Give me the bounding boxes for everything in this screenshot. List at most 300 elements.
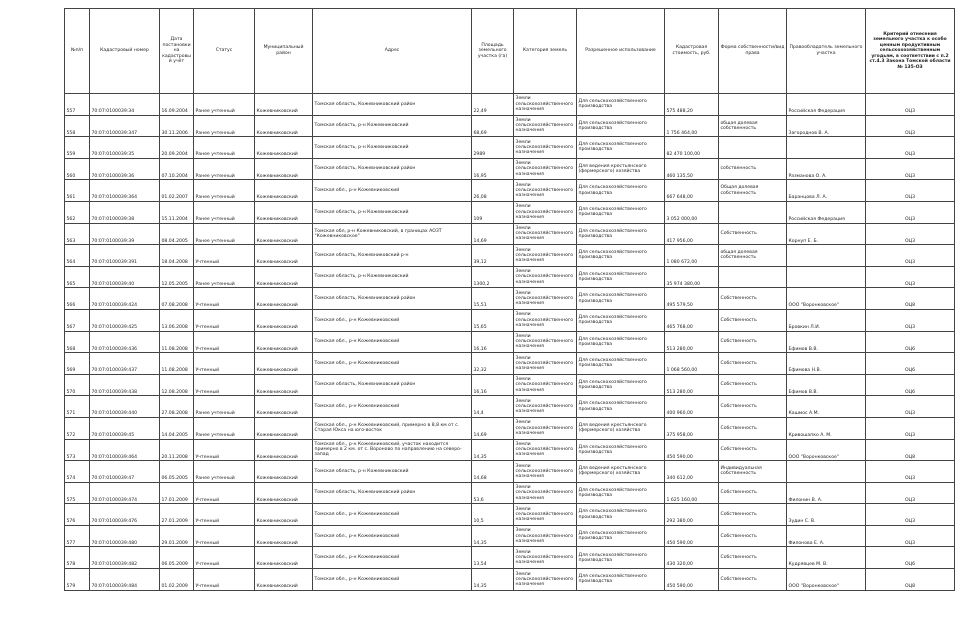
document-page <box>64 8 951 591</box>
cell-area: 14,35 <box>472 569 514 591</box>
cell-district: Кожевниковский <box>255 482 313 504</box>
cell-area: 15,65 <box>472 309 514 331</box>
cell-owner: Ефимов В.В. <box>787 374 866 396</box>
table-row <box>65 482 955 504</box>
cell-ownership-form <box>719 94 787 116</box>
col-header-status: Статус <box>194 9 255 94</box>
cell-permitted-use: Для сельскохозяйственного производства <box>577 525 665 547</box>
cell-cadastral-cost: 450 590,00 <box>665 525 719 547</box>
cell-owner: Ефимова Н.В. <box>787 353 866 375</box>
cell-land-category: Земли сельскохозяйственного назначения <box>514 417 577 439</box>
cell-land-category: Земли сельскохозяйственного назначения <box>514 525 577 547</box>
cell-status: Учтенный <box>194 245 255 267</box>
cell-status: Ранее учтенный <box>194 396 255 418</box>
cell-land-category: Земли сельскохозяйственного назначения <box>514 547 577 569</box>
cell-address: Томская область, Кожевниковский район <box>313 158 472 180</box>
cell-registration-date: 01.02.2007 <box>160 180 194 202</box>
cell-registration-date: 01.02.2009 <box>160 569 194 591</box>
col-header-address: Адрес <box>313 9 472 94</box>
cell-cadastral-number: 70:07:0100039:436 <box>90 331 160 353</box>
cell-cadastral-number: 70:07:0100039:35 <box>90 137 160 159</box>
col-header-value-criterion: Критерий отнесения земельного участка к особо ценным продуктивным сельскохозяйственным угодьям, в соответствии с п.2 ст.4.3 Закона Томской области № 135-ОЗ <box>866 9 955 94</box>
cell-ownership-form: общая долевая собственность <box>719 115 787 137</box>
cell-status: Ранее учтенный <box>194 94 255 116</box>
cell-owner: Разманова О. А. <box>787 158 866 180</box>
cell-area: 16,16 <box>472 374 514 396</box>
cell-cadastral-cost: 460 135,50 <box>665 158 719 180</box>
cell-owner: Филонин В. А. <box>787 482 866 504</box>
cell-cadastral-cost: 400 960,00 <box>665 396 719 418</box>
table-row <box>65 245 955 267</box>
cell-cadastral-number: 70:07:0100039:437 <box>90 353 160 375</box>
cell-address: Томская обл., р-н Кожевниковский <box>313 331 472 353</box>
cell-cadastral-number: 70:07:0100039:45 <box>90 417 160 439</box>
cell-area: 14,69 <box>472 417 514 439</box>
cell-status: Учтенный <box>194 374 255 396</box>
cell-permitted-use: Для сельскохозяйственного производства <box>577 482 665 504</box>
cell-value-criterion: ОЦ6 <box>866 331 955 353</box>
cell-district: Кожевниковский <box>255 439 313 461</box>
table-row <box>65 180 955 202</box>
cell-cadastral-number: 70:07:0100039:39 <box>90 223 160 245</box>
cell-ownership-form: Собственность <box>719 547 787 569</box>
cell-area: 22,49 <box>472 94 514 116</box>
cell-area: 109 <box>472 201 514 223</box>
col-header-cadastral-number: Кадастровый номер <box>90 9 160 94</box>
cell-ownership-form: Собственность <box>719 569 787 591</box>
cell-district: Кожевниковский <box>255 158 313 180</box>
cell-status: Учтенный <box>194 482 255 504</box>
cell-cadastral-cost: 82 470 100,00 <box>665 137 719 159</box>
cell-area: 15,51 <box>472 288 514 310</box>
cell-cadastral-number: 70:07:0100039:484 <box>90 569 160 591</box>
cell-registration-date: 12.05.2005 <box>160 266 194 288</box>
cell-number: 570 <box>65 374 90 396</box>
cell-area: 16,16 <box>472 331 514 353</box>
cell-value-criterion: ОЦ3 <box>866 525 955 547</box>
cell-cadastral-number: 70:07:0100039:391 <box>90 245 160 267</box>
cell-district: Кожевниковский <box>255 504 313 526</box>
cell-registration-date: 20.09.2004 <box>160 137 194 159</box>
cell-land-category: Земли сельскохозяйственного назначения <box>514 482 577 504</box>
cell-registration-date: 15.11.2004 <box>160 201 194 223</box>
cell-ownership-form: Собственность <box>719 331 787 353</box>
cell-value-criterion: ОЦ3 <box>866 223 955 245</box>
cell-ownership-form: общая долевая собственность <box>719 245 787 267</box>
table-row <box>65 309 955 331</box>
cell-cadastral-number: 70:07:0100039:424 <box>90 288 160 310</box>
col-header-owner: Правообладатель земельного участка <box>787 9 866 94</box>
cell-owner: Ефимов В.В. <box>787 331 866 353</box>
cell-cadastral-number: 70:07:0100039:40 <box>90 266 160 288</box>
cell-district: Кожевниковский <box>255 94 313 116</box>
cell-address: Томская обл., р-н Кожевниковский <box>313 547 472 569</box>
cell-status: Учтенный <box>194 331 255 353</box>
cell-cadastral-number: 70:07:0100039:480 <box>90 525 160 547</box>
cell-cadastral-cost: 450 590,00 <box>665 439 719 461</box>
cell-district: Кожевниковский <box>255 137 313 159</box>
cell-cadastral-cost: 35 974 380,00 <box>665 266 719 288</box>
cell-area: 14,35 <box>472 439 514 461</box>
cell-cadastral-number: 70:07:0100039:474 <box>90 482 160 504</box>
cell-owner: Российская Федерация <box>787 94 866 116</box>
cell-ownership-form: Собственность <box>719 288 787 310</box>
cell-address: Томская область, Кожевниковский район <box>313 94 472 116</box>
cell-cadastral-number: 70:07:0100039:482 <box>90 547 160 569</box>
cell-owner: Российская Федерация <box>787 201 866 223</box>
cell-value-criterion: ОЦ3 <box>866 266 955 288</box>
cell-address: Томская область, р-н Кожевниковский <box>313 266 472 288</box>
col-header-ownership-form: Форма собственности/вид права <box>719 9 787 94</box>
cell-value-criterion: ОЦ8 <box>866 569 955 591</box>
cell-number: 566 <box>65 288 90 310</box>
cell-permitted-use: Для сельскохозяйственного производства <box>577 353 665 375</box>
cell-cadastral-cost: 667 648,00 <box>665 180 719 202</box>
cell-cadastral-cost: 513 280,00 <box>665 374 719 396</box>
table-row <box>65 396 955 418</box>
cell-value-criterion: ОЦ3 <box>866 245 955 267</box>
cell-owner <box>787 245 866 267</box>
cell-status: Ранее учтенный <box>194 115 255 137</box>
cell-district: Кожевниковский <box>255 547 313 569</box>
cell-number: 564 <box>65 245 90 267</box>
cell-address: Томская область, Кожевниковский р-н <box>313 245 472 267</box>
cell-area: 14,68 <box>472 461 514 483</box>
cell-owner: ООО "Воронковское" <box>787 288 866 310</box>
cell-number: 557 <box>65 94 90 116</box>
cell-owner: ООО "Воронковское" <box>787 439 866 461</box>
cell-district: Кожевниковский <box>255 115 313 137</box>
cell-area: 39,12 <box>472 245 514 267</box>
cell-registration-date: 06.05.2005 <box>160 461 194 483</box>
cell-number: 558 <box>65 115 90 137</box>
table-row <box>65 353 955 375</box>
cell-registration-date: 06.05.2009 <box>160 547 194 569</box>
cell-status: Учтенный <box>194 525 255 547</box>
table-body <box>65 94 955 591</box>
cell-value-criterion: ОЦ3 <box>866 201 955 223</box>
col-header-permitted-use: Разрешенное использование <box>577 9 665 94</box>
cell-permitted-use: Для сельскохозяйственного производства <box>577 94 665 116</box>
cell-status: Ранее учтенный <box>194 417 255 439</box>
cell-registration-date: 13.06.2008 <box>160 309 194 331</box>
cell-cadastral-cost: 575 488,20 <box>665 94 719 116</box>
cell-number: 569 <box>65 353 90 375</box>
cell-registration-date: 08.04.2005 <box>160 223 194 245</box>
cell-registration-date: 12.08.2008 <box>160 374 194 396</box>
cell-address: Томская обл, р-н Кожевниковский, в границах АОЗТ "Кожевниковское" <box>313 223 472 245</box>
cell-cadastral-cost: 1 068 560,00 <box>665 353 719 375</box>
cell-permitted-use: Для сельскохозяйственного производства <box>577 569 665 591</box>
table-row <box>65 374 955 396</box>
table-row <box>65 417 955 439</box>
col-header-registration-date: Дата постановки на кадастровый учёт <box>160 9 194 94</box>
cell-area: 2989 <box>472 137 514 159</box>
table-row <box>65 223 955 245</box>
cell-address: Томская обл., р-н Кожевниковский <box>313 309 472 331</box>
cell-value-criterion: ОЦ8 <box>866 439 955 461</box>
cell-cadastral-cost: 495 579,50 <box>665 288 719 310</box>
cell-permitted-use: Для сельскохозяйственного производства <box>577 331 665 353</box>
table-row <box>65 266 955 288</box>
cell-owner: Кудрявцев М. В. <box>787 547 866 569</box>
cell-land-category: Земли сельскохозяйственного назначения <box>514 201 577 223</box>
cell-area: 13,54 <box>472 547 514 569</box>
cell-land-category: Земли сельскохозяйственного назначения <box>514 158 577 180</box>
cell-area: 14,35 <box>472 525 514 547</box>
cell-status: Учтенный <box>194 353 255 375</box>
cell-district: Кожевниковский <box>255 569 313 591</box>
cell-ownership-form: Собственность <box>719 223 787 245</box>
cell-permitted-use: Для сельскохозяйственного производства <box>577 223 665 245</box>
col-header-land-category: Категория земель <box>514 9 577 94</box>
cell-ownership-form <box>719 201 787 223</box>
cell-cadastral-cost: 292 380,00 <box>665 504 719 526</box>
cell-cadastral-cost: 340 612,00 <box>665 461 719 483</box>
cell-address: Томская область, р-н Кожевниковский <box>313 461 472 483</box>
cell-address: Томская область, р-н Кожевниковский <box>313 137 472 159</box>
cell-district: Кожевниковский <box>255 417 313 439</box>
cell-cadastral-cost: 430 320,00 <box>665 547 719 569</box>
table-row <box>65 331 955 353</box>
cell-land-category: Земли сельскохозяйственного назначения <box>514 94 577 116</box>
cell-permitted-use: Для сельскохозяйственного производства <box>577 547 665 569</box>
cell-permitted-use: Для сельскохозяйственного производства <box>577 396 665 418</box>
cell-address: Томская обл., р-н Кожевниковский <box>313 180 472 202</box>
cell-value-criterion: ОЦ6 <box>866 374 955 396</box>
cell-status: Учтенный <box>194 504 255 526</box>
cell-registration-date: 17.01.2009 <box>160 482 194 504</box>
table-row <box>65 201 955 223</box>
cell-owner: Филонова Е. А. <box>787 525 866 547</box>
cell-address: Томская обл., р-н Кожевниковский <box>313 569 472 591</box>
cell-address: Томская обл., р-н Кожевниковский <box>313 504 472 526</box>
cell-area: 10,5 <box>472 504 514 526</box>
cell-ownership-form: Собственность <box>719 504 787 526</box>
cell-owner: Бровкин Л.И. <box>787 309 866 331</box>
cell-number: 559 <box>65 137 90 159</box>
cell-status: Ранее учтенный <box>194 201 255 223</box>
cell-district: Кожевниковский <box>255 461 313 483</box>
cell-value-criterion: ОЦ6 <box>866 353 955 375</box>
cell-ownership-form: Собственность <box>719 417 787 439</box>
cell-cadastral-cost: 465 768,00 <box>665 309 719 331</box>
cell-number: 567 <box>65 309 90 331</box>
cell-status: Учтенный <box>194 309 255 331</box>
cell-owner: Кашмос А.М. <box>787 396 866 418</box>
cell-land-category: Земли сельскохозяйственного назначения <box>514 137 577 159</box>
cell-number: 568 <box>65 331 90 353</box>
col-header-cadastral-cost: Кадастровая стоимость, руб. <box>665 9 719 94</box>
cell-land-category: Земли сельскохозяйственного назначения <box>514 115 577 137</box>
cell-permitted-use: Для сельскохозяйственного производства <box>577 201 665 223</box>
cell-cadastral-cost: 513 280,00 <box>665 331 719 353</box>
cell-registration-date: 27.08.2008 <box>160 396 194 418</box>
cell-land-category: Земли сельскохозяйственного назначения <box>514 266 577 288</box>
cell-land-category: Земли сельскохозяйственного назначения <box>514 331 577 353</box>
cell-value-criterion: ОЦ3 <box>866 309 955 331</box>
cell-registration-date: 18.04.2008 <box>160 245 194 267</box>
cell-address: Томская область, р-н Кожевниковский <box>313 115 472 137</box>
cell-number: 574 <box>65 461 90 483</box>
cell-ownership-form: Общая долевая собственность <box>719 180 787 202</box>
cell-area: 68,69 <box>472 115 514 137</box>
cell-status: Ранее учтенный <box>194 461 255 483</box>
cell-permitted-use: Для сельскохозяйственного производства <box>577 137 665 159</box>
cell-ownership-form: Собственность <box>719 482 787 504</box>
cell-address: Томская область, Кожевниковский район <box>313 288 472 310</box>
cell-address: Томская обл., р-н Кожевниковский <box>313 353 472 375</box>
cell-owner: Баранцова Л. А. <box>787 180 866 202</box>
cell-number: 571 <box>65 396 90 418</box>
cell-status: Ранее учтенный <box>194 137 255 159</box>
cell-land-category: Земли сельскохозяйственного назначения <box>514 504 577 526</box>
cell-area: 14,69 <box>472 223 514 245</box>
table-row <box>65 439 955 461</box>
cell-cadastral-cost: 1 756 464,00 <box>665 115 719 137</box>
cell-value-criterion: ОЦ3 <box>866 417 955 439</box>
cell-land-category: Земли сельскохозяйственного назначения <box>514 396 577 418</box>
cell-value-criterion: ОЦ3 <box>866 158 955 180</box>
cell-status: Учтенный <box>194 288 255 310</box>
cell-registration-date: 11.08.2008 <box>160 331 194 353</box>
cell-registration-date: 07.10.2004 <box>160 158 194 180</box>
table-header <box>65 9 955 94</box>
cell-district: Кожевниковский <box>255 223 313 245</box>
cell-owner: ООО "Воронковское" <box>787 569 866 591</box>
table-row <box>65 525 955 547</box>
cell-permitted-use: Для сельскохозяйственного производства <box>577 245 665 267</box>
cell-district: Кожевниковский <box>255 180 313 202</box>
cell-owner: Корнуп Е. Б. <box>787 223 866 245</box>
cell-address: Томская область, Кожевниковский район <box>313 482 472 504</box>
cell-registration-date: 14.04.2005 <box>160 417 194 439</box>
land-register-table <box>64 8 955 591</box>
cell-permitted-use: Для ведения крестьянского (фермерского) хозяйства <box>577 417 665 439</box>
cell-registration-date: 30.11.2006 <box>160 115 194 137</box>
cell-registration-date: 20.11.2008 <box>160 439 194 461</box>
cell-ownership-form: Индивидуальная собственность <box>719 461 787 483</box>
cell-number: 579 <box>65 569 90 591</box>
col-header-number: №п/п <box>65 9 90 94</box>
cell-land-category: Земли сельскохозяйственного назначения <box>514 223 577 245</box>
cell-cadastral-number: 70:07:0100039:425 <box>90 309 160 331</box>
cell-district: Кожевниковский <box>255 525 313 547</box>
cell-cadastral-number: 70:07:0100039:36 <box>90 158 160 180</box>
cell-owner <box>787 461 866 483</box>
cell-ownership-form <box>719 137 787 159</box>
cell-value-criterion: ОЦ3 <box>866 482 955 504</box>
cell-cadastral-number: 70:07:0100039:364 <box>90 180 160 202</box>
table-row <box>65 288 955 310</box>
cell-ownership-form: Собственность <box>719 374 787 396</box>
cell-number: 560 <box>65 158 90 180</box>
cell-cadastral-number: 70:07:0100039:464 <box>90 439 160 461</box>
cell-land-category: Земли сельскохозяйственного назначения <box>514 288 577 310</box>
cell-address: Томская область, р-н Кожевниковский <box>313 201 472 223</box>
cell-area: 14,4 <box>472 396 514 418</box>
cell-owner <box>787 137 866 159</box>
cell-cadastral-number: 70:07:0100039:440 <box>90 396 160 418</box>
cell-district: Кожевниковский <box>255 201 313 223</box>
cell-ownership-form: Собственность <box>719 525 787 547</box>
cell-district: Кожевниковский <box>255 331 313 353</box>
cell-value-criterion: ОЦ3 <box>866 396 955 418</box>
cell-status: Ранее учтенный <box>194 266 255 288</box>
cell-value-criterion: ОЦ6 <box>866 547 955 569</box>
cell-owner: Зудин С. В. <box>787 504 866 526</box>
header-row <box>65 9 955 94</box>
col-header-district: Муниципальный район <box>255 9 313 94</box>
cell-permitted-use: Для сельскохозяйственного производства <box>577 180 665 202</box>
cell-cadastral-cost: 375 958,00 <box>665 417 719 439</box>
cell-permitted-use: Для сельскохозяйственного производства <box>577 266 665 288</box>
cell-permitted-use: Для сельскохозяйственного производства <box>577 439 665 461</box>
cell-land-category: Земли сельскохозяйственного назначения <box>514 180 577 202</box>
cell-district: Кожевниковский <box>255 353 313 375</box>
cell-value-criterion: ОЦ8 <box>866 288 955 310</box>
cell-district: Кожевниковский <box>255 309 313 331</box>
cell-address: Томская обл., р-н Кожевниковский <box>313 396 472 418</box>
cell-permitted-use: Для сельскохозяйственного производства <box>577 115 665 137</box>
cell-cadastral-number: 70:07:0100039:47 <box>90 461 160 483</box>
cell-registration-date: 16.09.2004 <box>160 94 194 116</box>
cell-district: Кожевниковский <box>255 374 313 396</box>
cell-status: Учтенный <box>194 439 255 461</box>
cell-ownership-form: Собственность <box>719 396 787 418</box>
cell-value-criterion: ОЦ3 <box>866 504 955 526</box>
cell-area: 32,32 <box>472 353 514 375</box>
cell-number: 565 <box>65 266 90 288</box>
cell-number: 561 <box>65 180 90 202</box>
cell-owner: Загороднов В. А. <box>787 115 866 137</box>
table-row <box>65 158 955 180</box>
cell-owner <box>787 266 866 288</box>
cell-area: 1300,2 <box>472 266 514 288</box>
cell-ownership-form: собственность <box>719 158 787 180</box>
cell-district: Кожевниковский <box>255 266 313 288</box>
cell-district: Кожевниковский <box>255 396 313 418</box>
table-row <box>65 569 955 591</box>
cell-cadastral-number: 70:07:0100039:347 <box>90 115 160 137</box>
cell-land-category: Земли сельскохозяйственного назначения <box>514 439 577 461</box>
cell-cadastral-cost: 417 956,00 <box>665 223 719 245</box>
cell-cadastral-cost: 1 625 160,00 <box>665 482 719 504</box>
cell-ownership-form <box>719 266 787 288</box>
cell-permitted-use: Для ведения крестьянского (фермерского) хозяйства <box>577 461 665 483</box>
cell-land-category: Земли сельскохозяйственного назначения <box>514 461 577 483</box>
cell-ownership-form: Собственность <box>719 309 787 331</box>
cell-registration-date: 29.01.2009 <box>160 525 194 547</box>
cell-address: Томская обл., р-н Кожевниковский <box>313 525 472 547</box>
cell-value-criterion: ОЦ3 <box>866 137 955 159</box>
cell-value-criterion: ОЦ3 <box>866 180 955 202</box>
cell-area: 26,08 <box>472 180 514 202</box>
cell-permitted-use: Для ведения крестьянского (фермерского) хозяйства <box>577 158 665 180</box>
cell-permitted-use: Для сельскохозяйственного производства <box>577 309 665 331</box>
cell-permitted-use: Для сельскохозяйственного производства <box>577 504 665 526</box>
cell-cadastral-number: 70:07:0100039:34 <box>90 94 160 116</box>
cell-cadastral-number: 70:07:0100039:476 <box>90 504 160 526</box>
cell-owner: Кривошапко А. М. <box>787 417 866 439</box>
cell-number: 575 <box>65 482 90 504</box>
cell-value-criterion: ОЦ3 <box>866 94 955 116</box>
cell-ownership-form: Собственность <box>719 439 787 461</box>
cell-land-category: Земли сельскохозяйственного назначения <box>514 309 577 331</box>
table-row <box>65 504 955 526</box>
cell-number: 576 <box>65 504 90 526</box>
cell-number: 572 <box>65 417 90 439</box>
